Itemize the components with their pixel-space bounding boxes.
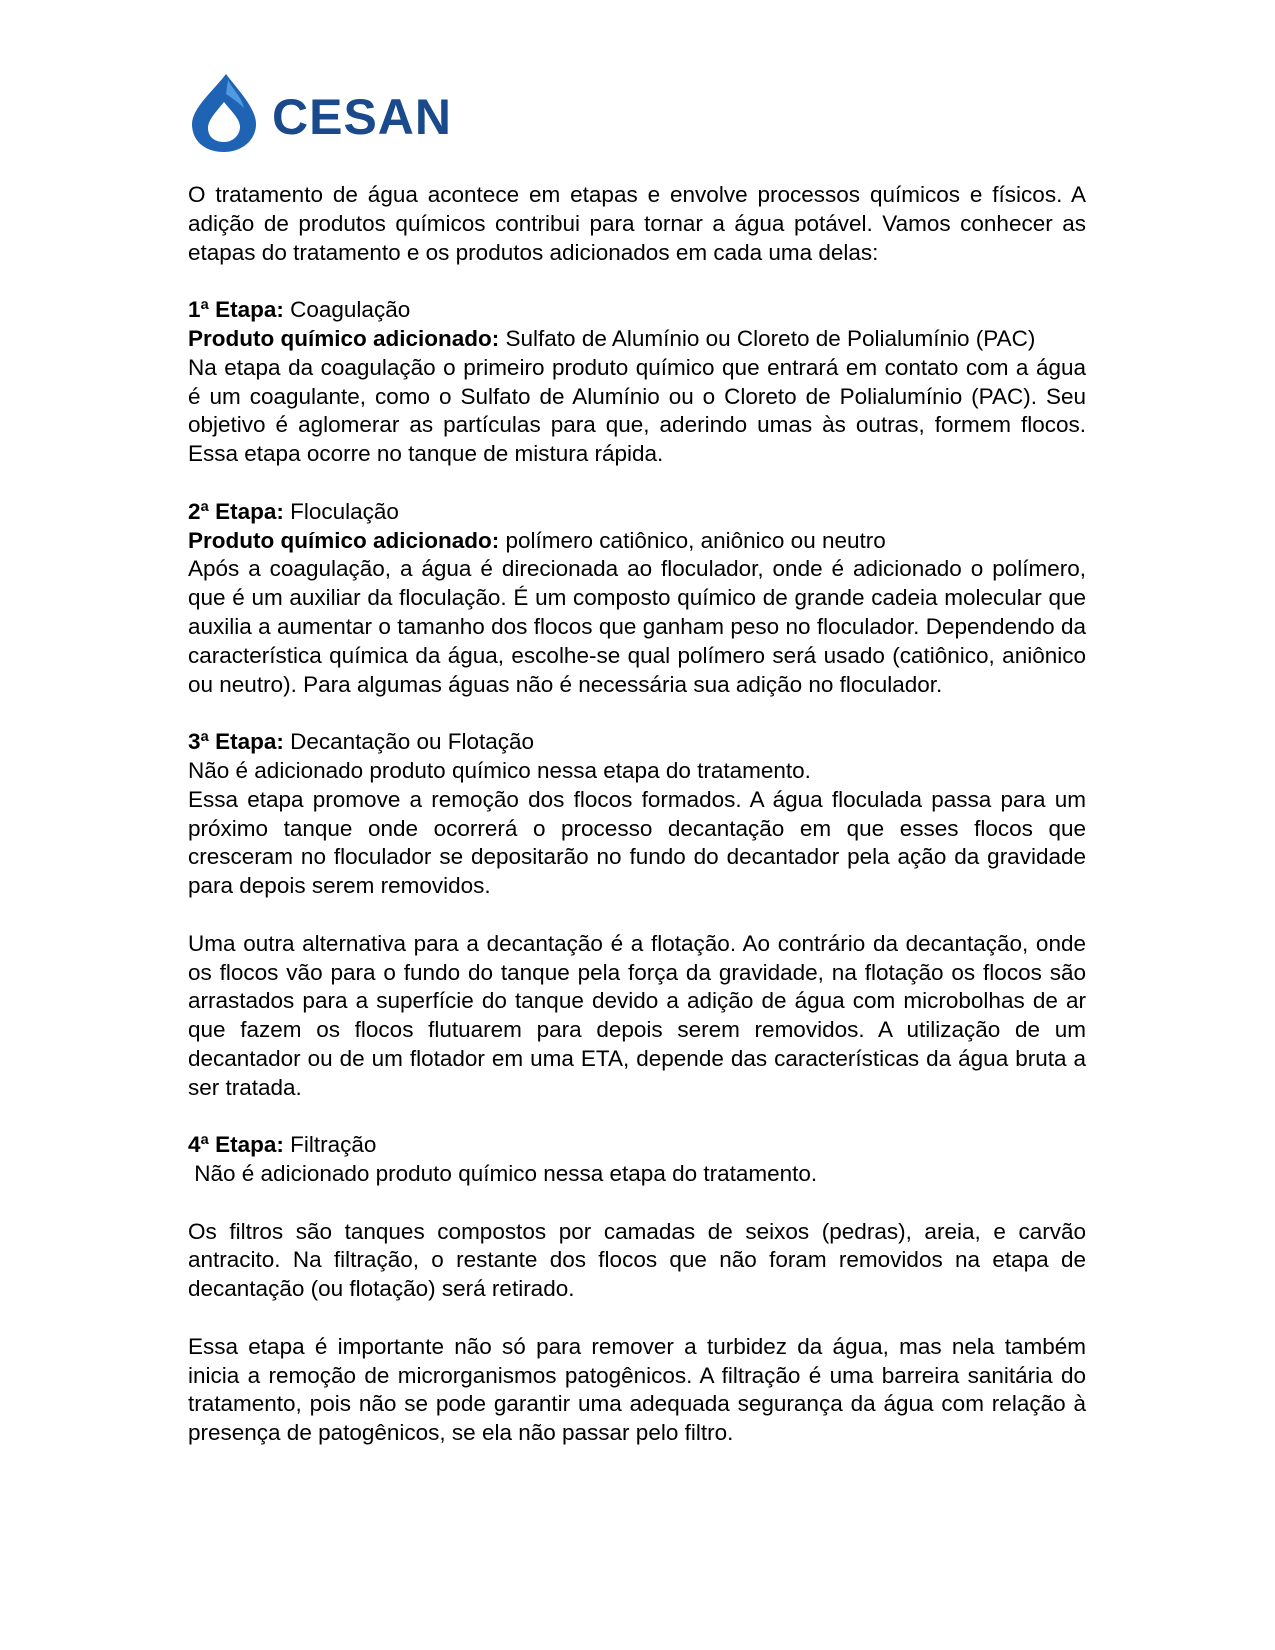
stage-1-description: Na etapa da coagulação o primeiro produto químico que entrará em contato com a água é um coagulante, como o Sulfato de Alumínio ou o Cloreto de Polialumínio (PAC). Seu objetivo é aglomerar as partículas para que, aderindo umas às outras, formem flocos. Essa etapa ocorre no tanque de mistura rápida.: [188, 354, 1086, 467]
stage-1-heading: [188, 296, 1086, 325]
stage-4-description-2: Essa etapa é importante não só para remover a turbidez da água, mas nela também inicia a remoção de microrganismos patogênicos. A filtração é uma barreira sanitária do tratamento, pois não se pode garantir uma adequada segurança da água com relação à presença de patogênicos, se ela não passar pelo filtro.: [188, 1333, 1086, 1446]
stage-4-label: 4ª Etapa:: [188, 1132, 284, 1158]
stage-3-heading: [188, 728, 1086, 757]
stage-1-product-label: Produto químico adicionado:: [188, 325, 500, 351]
stage-2-product: [188, 527, 1086, 556]
stage-3-description: Essa etapa promove a remoção dos flocos formados. A água floculada passa para um próximo tanque onde ocorrerá o processo decantação em que esses flocos que cresceram no floculador se depositarão no fundo do decantador pela ação da gravidade para depois serem removidos.: [188, 786, 1086, 899]
stage-3-label: 3ª Etapa:: [188, 729, 284, 755]
intro-paragraph: O tratamento de água acontece em etapas e envolve processos químicos e físicos. A adição de produtos químicos contribui para tornar a água potável. Vamos conhecer as etapas do tratamento e os produtos adicionados em cada uma delas:: [188, 182, 1086, 265]
stage-2-product-label: Produto químico adicionado:: [188, 527, 500, 553]
stage-3-note: Não é adicionado produto químico nessa etapa do tratamento.: [188, 757, 811, 783]
stage-2-description: Após a coagulação, a água é direcionada ao floculador, onde é adicionado o polímero, que é um auxiliar da floculação. É um composto químico de grande cadeia molecular que auxilia a aumentar o tamanho dos flocos que ganham peso no floculador. Dependendo da característica química da água, escolhe-se qual polímero será usado (catiônico, aniônico ou neutro). Para algumas águas não é necessária sua adição no floculador.: [188, 556, 1086, 697]
stage-2-label: 2ª Etapa:: [188, 498, 284, 524]
stage-1-label: 1ª Etapa:: [188, 297, 284, 323]
document-body: [188, 181, 1086, 1448]
stage-2-name: Floculação: [290, 498, 399, 524]
stage-4-name: Filtração: [290, 1132, 377, 1158]
stage-2-product-value: polímero catiônico, aniônico ou neutro: [505, 527, 886, 553]
stage-4-heading: [188, 1131, 1086, 1160]
stage-3-name: Decantação ou Flotação: [290, 729, 535, 755]
stage-4-description: Os filtros são tanques compostos por camadas de seixos (pedras), areia, e carvão antracito. Na filtração, o restante dos flocos que não foram removidos na etapa de decantação (ou flotação) será retirado.: [188, 1218, 1086, 1302]
stage-1-product: [188, 325, 1086, 354]
stage-1-name: Coagulação: [290, 297, 411, 323]
svg-text:CESAN: CESAN: [272, 89, 453, 145]
stage-4-note: Não é adicionado produto químico nessa etapa do tratamento.: [188, 1161, 818, 1187]
cesan-logo: [186, 72, 466, 154]
stage-3-description-2: Uma outra alternativa para a decantação é a flotação. Ao contrário da decantação, onde os flocos vão para o fundo do tanque pela força da gravidade, na flotação os flocos são arrastados para a superfície do tanque devido a adição de água com microbolhas de ar que fazem os flocos flutuarem para depois serem removidos. A utilização de um decantador ou de um flotador em uma ETA, depende das características da água bruta a ser tratada.: [188, 930, 1086, 1100]
cesan-logo-graphic: [186, 72, 466, 154]
stage-2-heading: [188, 498, 1086, 527]
stage-1-product-value: Sulfato de Alumínio ou Cloreto de Polialumínio (PAC): [505, 325, 1036, 351]
